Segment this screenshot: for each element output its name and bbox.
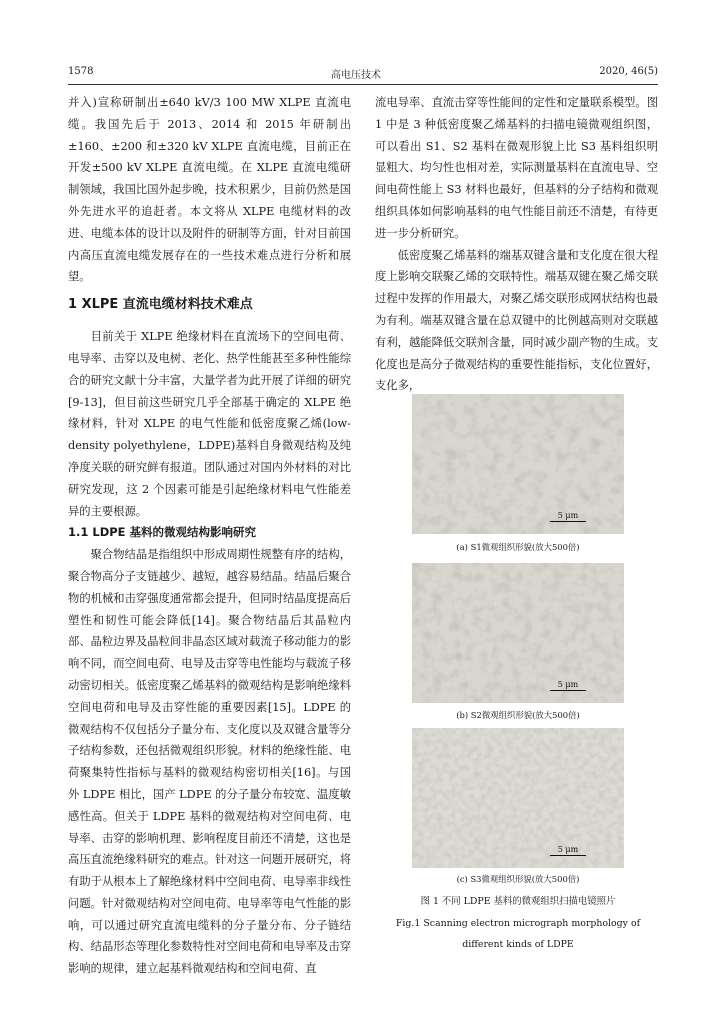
page-header (68, 66, 658, 84)
subcaption-c: (c) S3微观组织形貌(放大500倍) (456, 874, 580, 884)
subsection-heading-1-1: 1.1 LDPE 基料的微观结构影响研究 (68, 525, 257, 540)
figure-caption-en-2: different kinds of LDPE (462, 939, 574, 950)
right-paragraph-2: 低密度聚乙烯基料的端基双键含量和支化度在很大程度上影响交联聚乙烯的交联特性。端基双键在聚乙烯交联过程中发挥的作用最大，对聚乙烯交联形成网状结构也最为有利。端基双键含量在总双键中的比例越高则对交联越有利，越能降低交联剂含量，同时减少副产物的生成。支化度也是高分子微观结构的重要性能指标，支化位置好，支化多， (375, 248, 658, 393)
page-number: 1578 (68, 66, 94, 77)
subcaption-a: (a) S1微观组织形貌(放大500倍) (456, 542, 580, 552)
sem-image-s3 (412, 728, 624, 868)
subcaption-b: (b) S2微观组织形貌(放大500倍) (456, 710, 580, 720)
left-column (68, 92, 351, 980)
issue-info: 2020, 46(5) (599, 66, 658, 77)
right-paragraph-1: 流电导率、直流击穿等性能间的定性和定量联系模型。图 1 中是 3 种低密度聚乙烯基料的扫描电镜微观组织图，可以看出 S1、S2 基料在微观形貌上比 S3 基料组织明显粗大、均匀性也相对差，实际测量基料在直流电导、空间电荷性能上 S3 材料也最好，但基料的分子结构和微观组织具体如何影响基料的电气性能目前还不清楚，有待更进一步分析研究。 (375, 96, 658, 240)
header-divider (68, 84, 658, 85)
scale-bar-s2: 5 μm (550, 680, 586, 692)
sem-image-s1 (412, 394, 624, 534)
intro-paragraph-end: 并入)宣称研制出±640 kV/3 100 MW XLPE 直流电缆。我国先后于 2013、2014 和 2015 年研制出±160、±200 和±320 kV XLPE 直流电缆，目前正在开发±500 kV XLPE 直流电缆。在 XLPE 直流电缆研制领域，我国比国外起步晚，技术积累少，目前仍然是国外先进水平的追赶者。本文将从 XLPE 电缆材料的改进、电缆本体的设计以及附件的研制等方面，针对目前国内高压直流电缆发展存在的一些技术难点进行分析和展望。 (68, 96, 351, 284)
sem-image-s2 (412, 563, 624, 703)
subsection-1-1-paragraph: 聚合物结晶是指组织中形成周期性规整有序的结构，聚合物高分子支链越少、越短，越容易结晶。结晶后聚合物的机械和击穿强度通常都会提升，但同时结晶度提高后塑性和韧性可能会降低[14]。聚合物结晶后其晶粒内部、晶粒边界及晶粒间非晶态区域对载流子移动能力的影响不同，而空间电荷、电导及击穿等电性能均与载流子移动密切相关。低密度聚乙烯基料的微观结构是影响绝缘料空间电荷和电导及击穿性能的重要因素[15]。LDPE 的微观结构不仅包括分子量分布、支化度以及双键含量等分子结构参数，还包括微观组织形貌。材料的绝缘性能、电荷聚集特性指标与基料的微观结构密切相关[16]。与国外 LDPE 相比，国产 LDPE 的分子量分布较宽、温度敏感性高。但关于 LDPE 基料的微观结构对空间电荷、电导率、击穿的影响机理、影响程度目前还不清楚，这也是高压直流绝缘料研究的难点。针对这一问题开展研究，将有助于从根本上了解绝缘材料中空间电荷、电导率非线性问题。针对微观结构对空间电荷、电导率等电气性能的影响，可以通过研究直流电缆料的分子量分布、分子链结构、结晶形态等理化参数特性对空间电荷和电导率及击穿影响的规律，建立起基料微观结构和空间电荷、直 (68, 548, 351, 976)
right-column (375, 92, 658, 397)
scale-bar-s1: 5 μm (550, 511, 586, 523)
section-1-paragraph: 目前关于 XLPE 绝缘材料在直流场下的空间电荷、电导率、击穿以及电树、老化、热学性能甚至多种性能综合的研究文献十分丰富，大量学者为此开展了详细的研究[9-13]，但目前这些研究几乎全部基于确定的 XLPE 绝缘材料，针对 XLPE 的电气性能和低密度聚乙烯(low-density polyethylene，LDPE)基料自身微观结构及纯净度关联的研究鲜有报道。团队通过对国内外材料的对比研究发现，这 2 个因素可能是引起绝缘材料电气性能差异的主要根源。 (68, 330, 351, 518)
journal-name: 高电压技术 (331, 70, 381, 81)
scale-bar-s3: 5 μm (550, 845, 586, 857)
figure-caption (380, 891, 656, 956)
figure-caption-en-1: Fig.1 Scanning electron micrograph morphology of (395, 917, 641, 929)
section-heading-1: 1 XLPE 直流电缆材料技术难点 (68, 297, 253, 313)
figure-caption-cn: 图 1 不同 LDPE 基料的微观组织扫描电镜照片 (420, 896, 616, 907)
